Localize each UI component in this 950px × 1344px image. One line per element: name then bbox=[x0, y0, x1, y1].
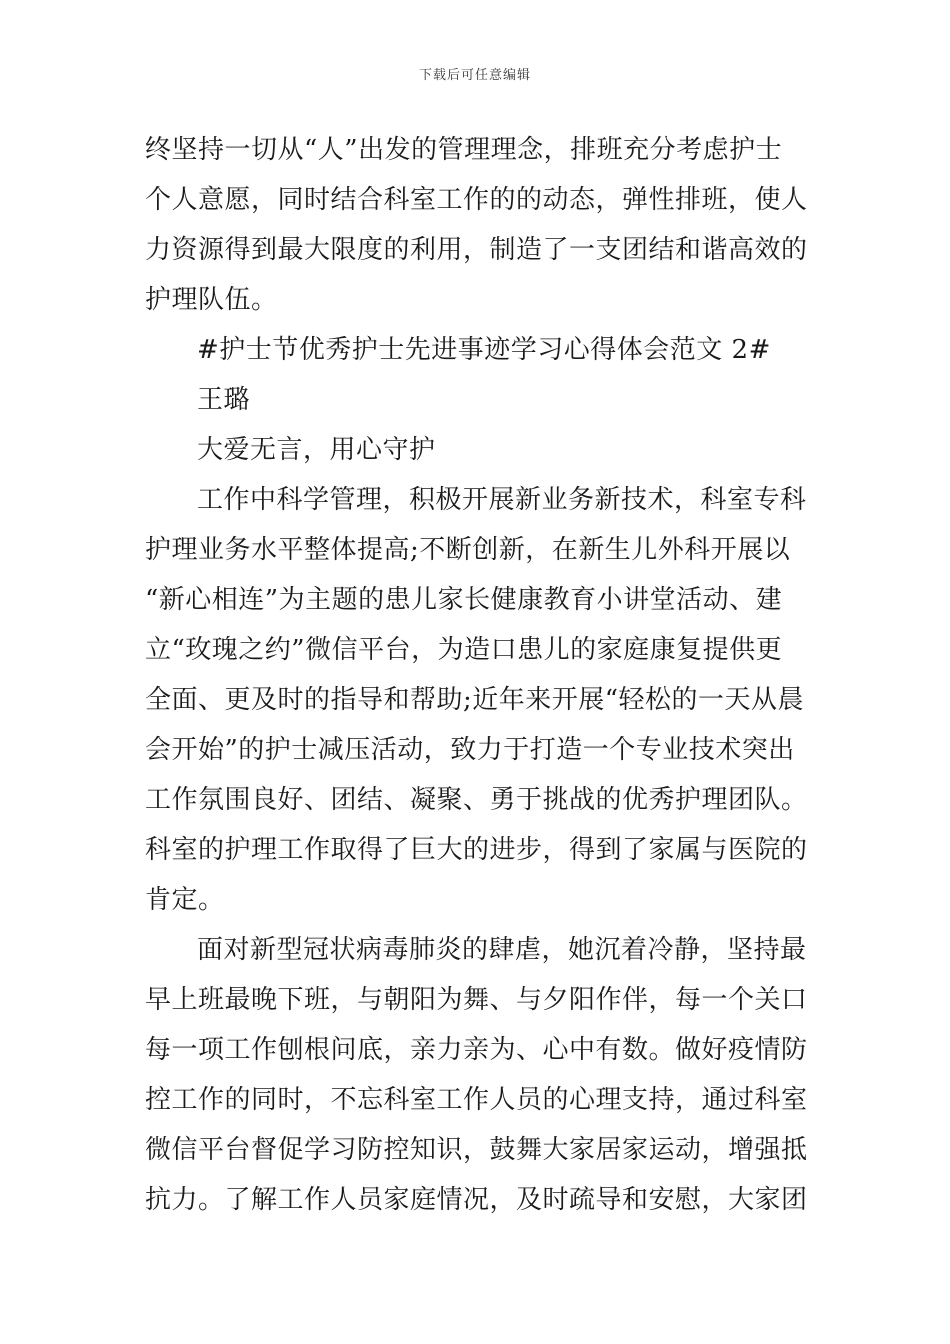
document-body bbox=[145, 125, 810, 1225]
text-line: 科室的护理工作取得了巨大的进步，得到了家属与医院的 bbox=[145, 835, 808, 865]
text-line: 工作中科学管理，积极开展新业务新技术，科室专科 bbox=[197, 485, 807, 515]
text-line: 终坚持一切从“人”出发的管理理念，排班充分考虑护士 bbox=[145, 135, 783, 165]
text-line: 抗力。了解工作人员家庭情况，及时疏导和安慰，大家团 bbox=[145, 1185, 808, 1215]
text-line: 立“玫瑰之约”微信平台，为造口患儿的家庭康复提供更 bbox=[145, 635, 783, 665]
text-line: 每一项工作刨根问底，亲力亲为、心中有数。做好疫情防 bbox=[145, 1035, 808, 1065]
text-line: “新心相连”为主题的患儿家长健康教育小讲堂活动、建 bbox=[145, 585, 783, 615]
text-line: 会开始”的护士减压活动，致力于打造一个专业技术突出 bbox=[145, 735, 795, 765]
text-line: 护理业务水平整体提高;不断创新，在新生儿外科开展以 bbox=[145, 535, 791, 565]
article-subtitle: 大爱无言，用心守护 bbox=[197, 435, 436, 465]
text-line: 全面、更及时的指导和帮助;近年来开展“轻松的一天从晨 bbox=[145, 685, 805, 715]
text-line: 护理队伍。 bbox=[145, 285, 278, 315]
text-line: 早上班最晚下班，与朝阳为舞、与夕阳作伴，每一个关口 bbox=[145, 985, 808, 1015]
text-line: 控工作的同时，不忘科室工作人员的心理支持，通过科室 bbox=[145, 1085, 808, 1115]
author-name: 王璐 bbox=[197, 385, 251, 415]
text-line: 个人意愿，同时结合科室工作的的动态，弹性排班，使人 bbox=[145, 185, 808, 215]
text-line: 微信平台督促学习防控知识，鼓舞大家居家运动，增强抵 bbox=[145, 1135, 808, 1165]
page-header-note: 下载后可任意编辑 bbox=[418, 68, 531, 83]
text-line: 力资源得到最大限度的利用，制造了一支团结和谐高效的 bbox=[145, 235, 808, 265]
text-line: 肯定。 bbox=[145, 885, 225, 915]
text-line: 工作氛围良好、团结、凝聚、勇于挑战的优秀护理团队。 bbox=[145, 785, 808, 815]
section-heading: #护士节优秀护士先进事迹学习心得体会范文 2# bbox=[197, 335, 771, 365]
text-line: 面对新型冠状病毒肺炎的肆虐，她沉着冷静，坚持最 bbox=[197, 935, 807, 965]
